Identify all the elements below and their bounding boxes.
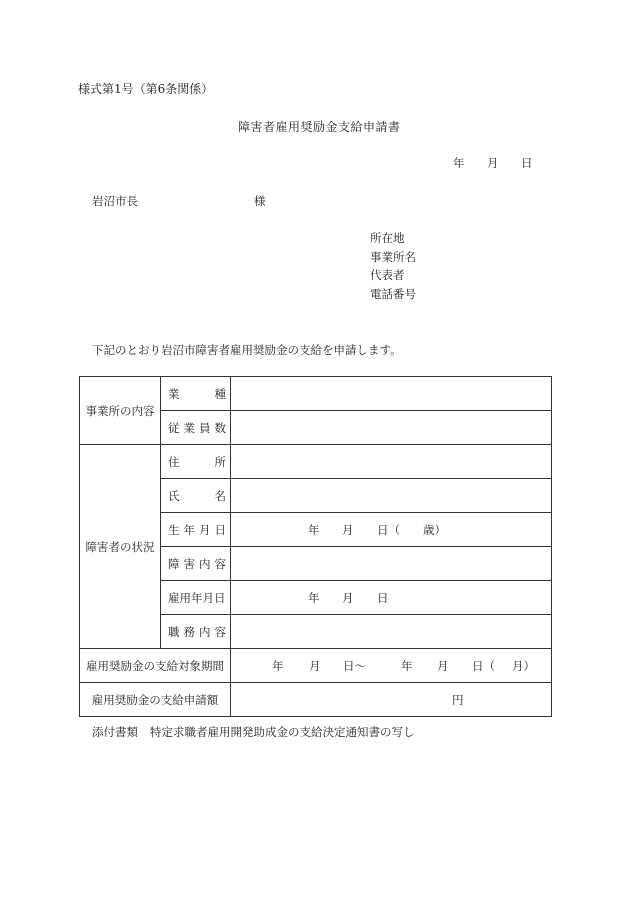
duties-label: 職 務 内 容 [161,615,231,649]
addressee-honorific: 様 [254,194,266,208]
address-value[interactable] [231,445,552,479]
period-start-month-unit: 月 [309,658,321,673]
hire-date-label: 雇用年月日 [161,581,231,615]
row-amount [80,683,552,717]
hire-day-unit: 日 [377,590,389,605]
period-value[interactable] [231,649,552,683]
applicant-business-name-label: 事業所名 [370,250,416,264]
applicant-phone-label: 電話番号 [370,287,416,301]
name-value[interactable] [231,479,552,513]
address-label: 住 所 [161,445,231,479]
row-address [80,445,552,479]
period-end-day-unit: 日（ [472,658,495,673]
amount-value[interactable] [231,683,552,717]
duties-value[interactable] [231,615,552,649]
intro-text: 下記のとおり岩沼市障害者雇用奨励金の支給を申請します。 [92,343,402,357]
hire-month-unit: 月 [342,590,354,605]
attachment-text: 特定求職者雇用開発助成金の支給決定通知書の写し [150,725,415,739]
addressee-name: 岩沼市長 [92,194,138,208]
date-day: 日 [521,156,533,170]
row-industry [80,377,552,411]
period-label: 雇用奨励金の支給対象期間 [80,649,231,683]
date-month: 月 [487,156,499,170]
application-table [79,376,552,717]
amount-label: 雇用奨励金の支給申請額 [80,683,231,717]
period-start-year-unit: 年 [272,658,284,673]
form-number: 様式第1号（第6条関係） [78,82,214,96]
applicant-location-label: 所在地 [370,231,405,245]
attachment-label: 添付書類 [92,725,138,739]
name-label: 氏 名 [161,479,231,513]
date-year: 年 [453,156,465,170]
disability-label: 障 害 内 容 [161,547,231,581]
industry-label: 業 種 [161,377,231,411]
document-title: 障害者雇用奨励金支給申請書 [238,120,401,134]
period-end-month-unit: 月 [437,658,449,673]
employees-value[interactable] [231,411,552,445]
hire-date-value[interactable] [231,581,552,615]
group-business-label: 事業所の内容 [80,377,161,445]
birth-month-unit: 月 [342,522,354,537]
employees-label: 従 業 員 数 [161,411,231,445]
birth-day-age-unit: 日（ 歳） [377,522,446,537]
row-period [80,649,552,683]
group-disabled-person-label: 障害者の状況 [80,445,161,649]
period-months-unit: 月） [512,658,535,673]
birthdate-value[interactable] [231,513,552,547]
birthdate-label: 生 年 月 日 [161,513,231,547]
industry-value[interactable] [231,377,552,411]
period-end-year-unit: 年 [401,658,413,673]
hire-year-unit: 年 [308,590,320,605]
disability-value[interactable] [231,547,552,581]
birth-year-unit: 年 [308,522,320,537]
amount-yen-unit: 円 [452,692,464,707]
applicant-representative-label: 代表者 [370,268,405,282]
period-start-day-unit: 日～ [343,658,366,673]
